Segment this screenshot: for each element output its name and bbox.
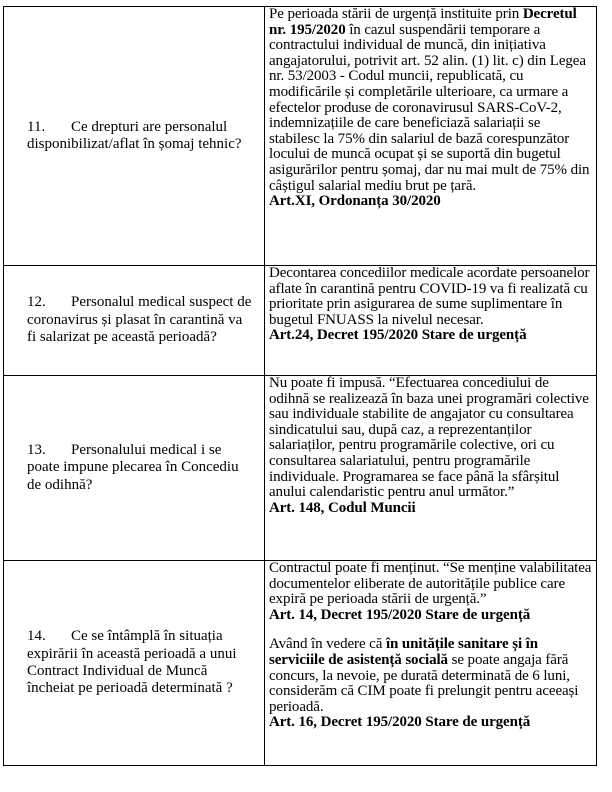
question-label: Personalului medical i se poate impune plecarea în Concediu de odihnă? — [27, 441, 239, 493]
answer-text — [269, 266, 592, 344]
question-text — [4, 442, 264, 494]
answer-bold-segment: în unitățile sanitare și în serviciile de asistență socială — [269, 636, 538, 668]
table-row — [4, 7, 597, 266]
question-label: Ce se întâmplă în situația expirării în această perioadă a unui Contract Individual de Muncă încheiat pe perioadă determinată ? — [27, 628, 237, 697]
question-number: 13. — [27, 441, 46, 458]
question-cell — [4, 561, 265, 766]
answer-paragraph: Contractul poate fi menținut. “Se menține valabilitatea documentelor eliberate de autoritățile publice care expiră pe perioada stării de urgență.” — [269, 560, 592, 608]
legal-reference: Art.24, Decret 195/2020 Stare de urgență — [269, 327, 527, 344]
legal-reference: Art. 14, Decret 195/2020 Stare de urgență — [269, 606, 531, 623]
answer-segment: Având în vedere că — [269, 636, 386, 653]
table-row — [4, 266, 597, 376]
paragraph-spacer — [269, 623, 592, 637]
question-cell — [4, 7, 265, 266]
question-text — [4, 119, 264, 154]
qa-table — [3, 6, 597, 766]
answer-cell — [265, 561, 597, 766]
answer-bold-segment: Decretul nr. 195/2020 — [269, 6, 577, 38]
question-number: 12. — [27, 294, 46, 311]
answer-cell — [265, 266, 597, 376]
answer-cell — [265, 376, 597, 561]
answer-segment: se poate angaja fără concurs, la nevoie, pe durată determinată de 6 luni, considerăm că CIM poate fi prelungit pentru aceeași perioadă. — [269, 651, 579, 715]
table-row — [4, 561, 597, 766]
answer-text — [269, 7, 592, 210]
question-text — [4, 294, 264, 346]
table-row — [4, 376, 597, 561]
legal-reference: Art.XI, Ordonanța 30/2020 — [269, 193, 441, 210]
question-label: Ce drepturi are personalul disponibilizat/aflat în șomaj tehnic? — [27, 118, 242, 152]
question-number: 14. — [27, 628, 46, 645]
question-cell — [4, 376, 265, 561]
answer-text — [269, 376, 592, 516]
question-text — [4, 628, 264, 698]
answer-segment: în cazul suspendării temporare a contractului individual de muncă, din inițiativa angajatorului, potrivit art. 52 alin. (1) lit. c) din Legea nr. 53/2003 - Codul muncii, republicată, cu modificările și completările ulterioare, ca urmare a efectelor produse de coronavirusul SARS-CoV-2, indemnizațiile de care beneficiază salariații se stabilesc la 75% din salariul de bază corespunzător locului de muncă ocupat și se suportă din bugetul asigurărilor pentru șomaj, dar nu mai mult de 75% din câștigul salarial mediu brut pe țară. — [269, 21, 590, 194]
answer-text — [269, 561, 592, 731]
question-cell — [4, 266, 265, 376]
answer-paragraph: Nu poate fi impusă. “Efectuarea concediului de odihnă se realizează în baza unei programări colective sau individuale stabilite de angajator cu consultarea sindicatului sau, după caz, a reprezentanților salariaților, pentru programările colective, ori cu consultarea salariatului, pentru programările individuale. Programarea se face până la sfârșitul anului calendaristic pentru anul următor.” — [269, 375, 589, 501]
answer-paragraph: Decontarea concediilor medicale acordate persoanelor aflate în carantină pentru COVID-19 va fi realizată cu prioritate prin asigurarea de sume suplimentare în bugetul FNUASS la nivelul necesar. — [269, 265, 590, 328]
question-number: 11. — [27, 118, 46, 135]
legal-reference: Art. 148, Codul Muncii — [269, 499, 416, 516]
answer-cell — [265, 7, 597, 266]
answer-segment: Pe perioada stării de urgență instituite prin — [269, 6, 523, 22]
legal-reference: Art. 16, Decret 195/2020 Stare de urgență — [269, 714, 531, 731]
question-label: Personalul medical suspect de coronavirus și plasat în carantină va fi salarizat pe această perioadă? — [27, 294, 252, 346]
